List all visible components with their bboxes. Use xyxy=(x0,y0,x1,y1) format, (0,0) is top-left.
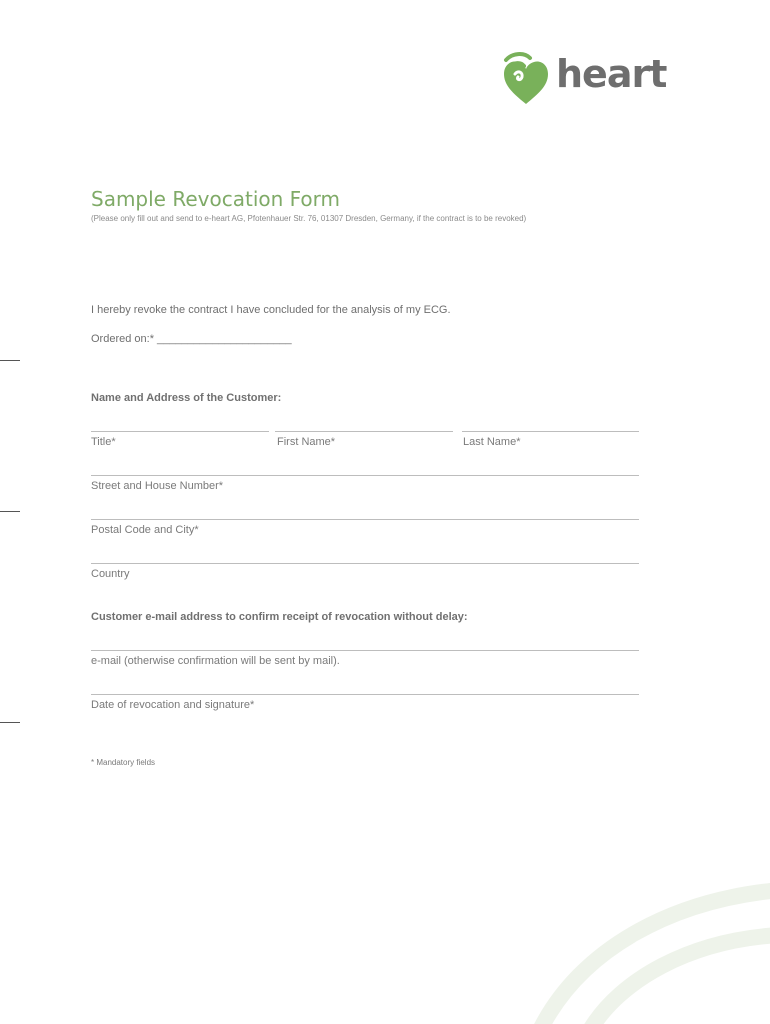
revocation-statement: I hereby revoke the contract I have concluded for the analysis of my ECG. xyxy=(91,304,451,316)
fold-mark xyxy=(0,360,20,361)
punch-mark xyxy=(0,511,20,512)
email-label: e-mail (otherwise confirmation will be sent by mail). xyxy=(91,655,340,667)
e-heart-logo xyxy=(496,50,676,110)
customer-heading: Name and Address of the Customer: xyxy=(91,392,282,404)
first-name-label: First Name* xyxy=(277,436,336,448)
mandatory-footnote: * Mandatory fields xyxy=(91,758,156,767)
country-field-line[interactable] xyxy=(91,563,639,564)
signature-label: Date of revocation and signature* xyxy=(91,699,255,711)
fold-mark xyxy=(0,722,20,723)
ordered-on-field[interactable]: ______________________ xyxy=(157,333,292,345)
country-label: Country xyxy=(91,568,130,580)
street-field-line[interactable] xyxy=(91,475,639,476)
last-name-field-line[interactable] xyxy=(462,431,639,432)
first-name-field-line[interactable] xyxy=(275,431,453,432)
last-name-label: Last Name* xyxy=(463,436,521,448)
heart-logo-icon xyxy=(496,50,556,110)
title-label: Title* xyxy=(91,436,116,448)
email-heading: Customer e-mail address to confirm receipt of revocation without delay: xyxy=(91,611,468,623)
ordered-on-row xyxy=(91,333,292,345)
email-field-line[interactable] xyxy=(91,650,639,651)
decorative-arcs-graphic xyxy=(520,860,770,1024)
signature-field-line[interactable] xyxy=(91,694,639,695)
street-label: Street and House Number* xyxy=(91,480,224,492)
ordered-on-label: Ordered on:* xyxy=(91,333,154,345)
logo-text: heart xyxy=(556,52,667,96)
postal-city-field-line[interactable] xyxy=(91,519,639,520)
title-field-line[interactable] xyxy=(91,431,269,432)
form-title: Sample Revocation Form xyxy=(91,187,341,211)
postal-city-label: Postal Code and City* xyxy=(91,524,199,536)
form-subtitle: (Please only fill out and send to e-heart AG, Pfotenhauer Str. 76, 01307 Dresden, Germany, if the contract is to be revoked) xyxy=(91,214,527,223)
